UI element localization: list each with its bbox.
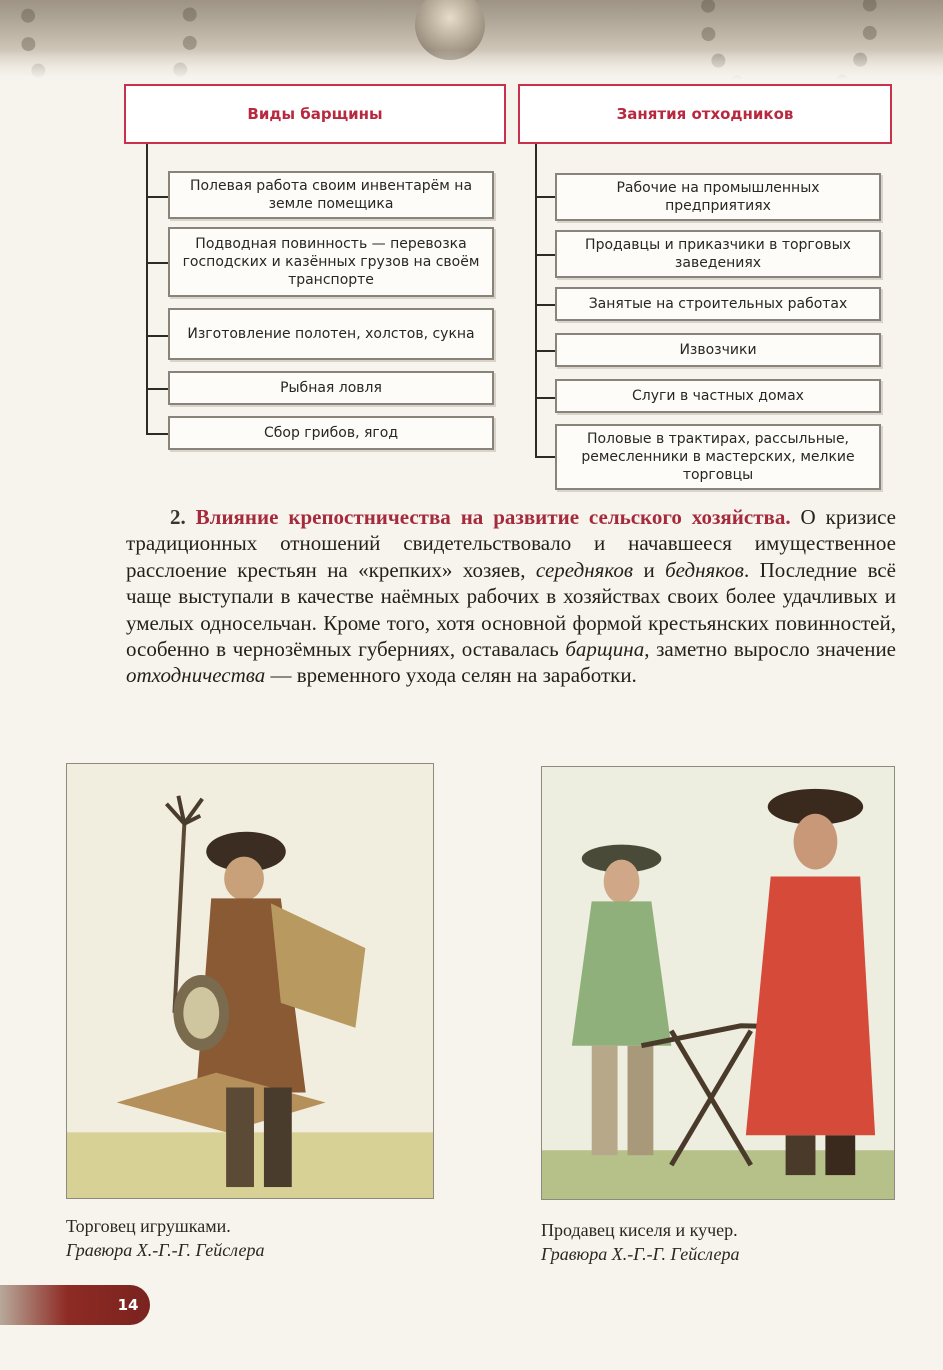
diagram-right-item: Рабочие на промышленных предприятиях xyxy=(555,173,881,221)
page-number: 14 xyxy=(117,1296,139,1314)
term-otkhodnichestvo: отходничества xyxy=(126,663,266,688)
header-banner-image xyxy=(0,0,943,80)
caption-right xyxy=(541,1218,901,1266)
diagram-left-item: Сбор грибов, ягод xyxy=(168,416,494,450)
diagram-right-item: Слуги в частных домах xyxy=(555,379,881,413)
diagram-left-item: Полевая работа своим инвентарём на земле помещика xyxy=(168,171,494,219)
diagram-right-item: Занятые на строительных работах xyxy=(555,287,881,321)
caption-left-credit: Гравюра Х.-Г.-Г. Гейслера xyxy=(66,1240,265,1260)
caption-left xyxy=(66,1214,446,1262)
diagram-right-item: Извозчики xyxy=(555,333,881,367)
caption-right-title: Продавец киселя и кучер. xyxy=(541,1220,738,1240)
connector-line xyxy=(535,144,537,456)
diagram-left-item: Рыбная ловля xyxy=(168,371,494,405)
engraving-toy-seller xyxy=(66,763,434,1199)
term-serednyaki: середняков xyxy=(535,557,634,582)
term-barshchina: барщина xyxy=(565,637,645,662)
diagram-left-item: Подводная повинность — перевозка господских и казённых грузов на своём транспорте xyxy=(168,227,494,297)
diagram-right-title: Занятия отходников xyxy=(518,84,892,144)
connector-line xyxy=(146,144,148,434)
section-number: 2. xyxy=(170,505,186,529)
section-title: Влияние крепостничества на развитие сельского хозяйства. xyxy=(195,505,791,529)
term-bednyaki: бедняков xyxy=(665,557,744,582)
section-paragraph: 2. Влияние крепостничества на развитие сельского хозяйства. О кризисе традиционных отношений свидетельствовало и начавшееся имущественное расслоение крестьян на «крепких» хозяев, середняков и бедняков. Последние всё чаще выступали в качестве наёмных рабочих в хозяйствах своих более удачливых и умелых односельчан. Кроме того, хотя основной формой крестьянских повинностей, особенно в чернозёмных губерниях, оставалась барщина, заметно выросло значение отходничества — временного ухода селян на заработки. xyxy=(126,505,897,688)
diagram-right-item: Продавцы и приказчики в торговых заведениях xyxy=(555,230,881,278)
diagram-left-title: Виды барщины xyxy=(124,84,506,144)
engraving-kissel-seller-and-coachman xyxy=(541,766,895,1200)
caption-left-title: Торговец игрушками. xyxy=(66,1216,231,1236)
diagram-left-item: Изготовление полотен, холстов, сукна xyxy=(168,308,494,360)
caption-right-credit: Гравюра Х.-Г.-Г. Гейслера xyxy=(541,1244,740,1264)
diagram-right-item: Половые в трактирах, рассыльные, ремесленники в мастерских, мелкие торговцы xyxy=(555,424,881,490)
